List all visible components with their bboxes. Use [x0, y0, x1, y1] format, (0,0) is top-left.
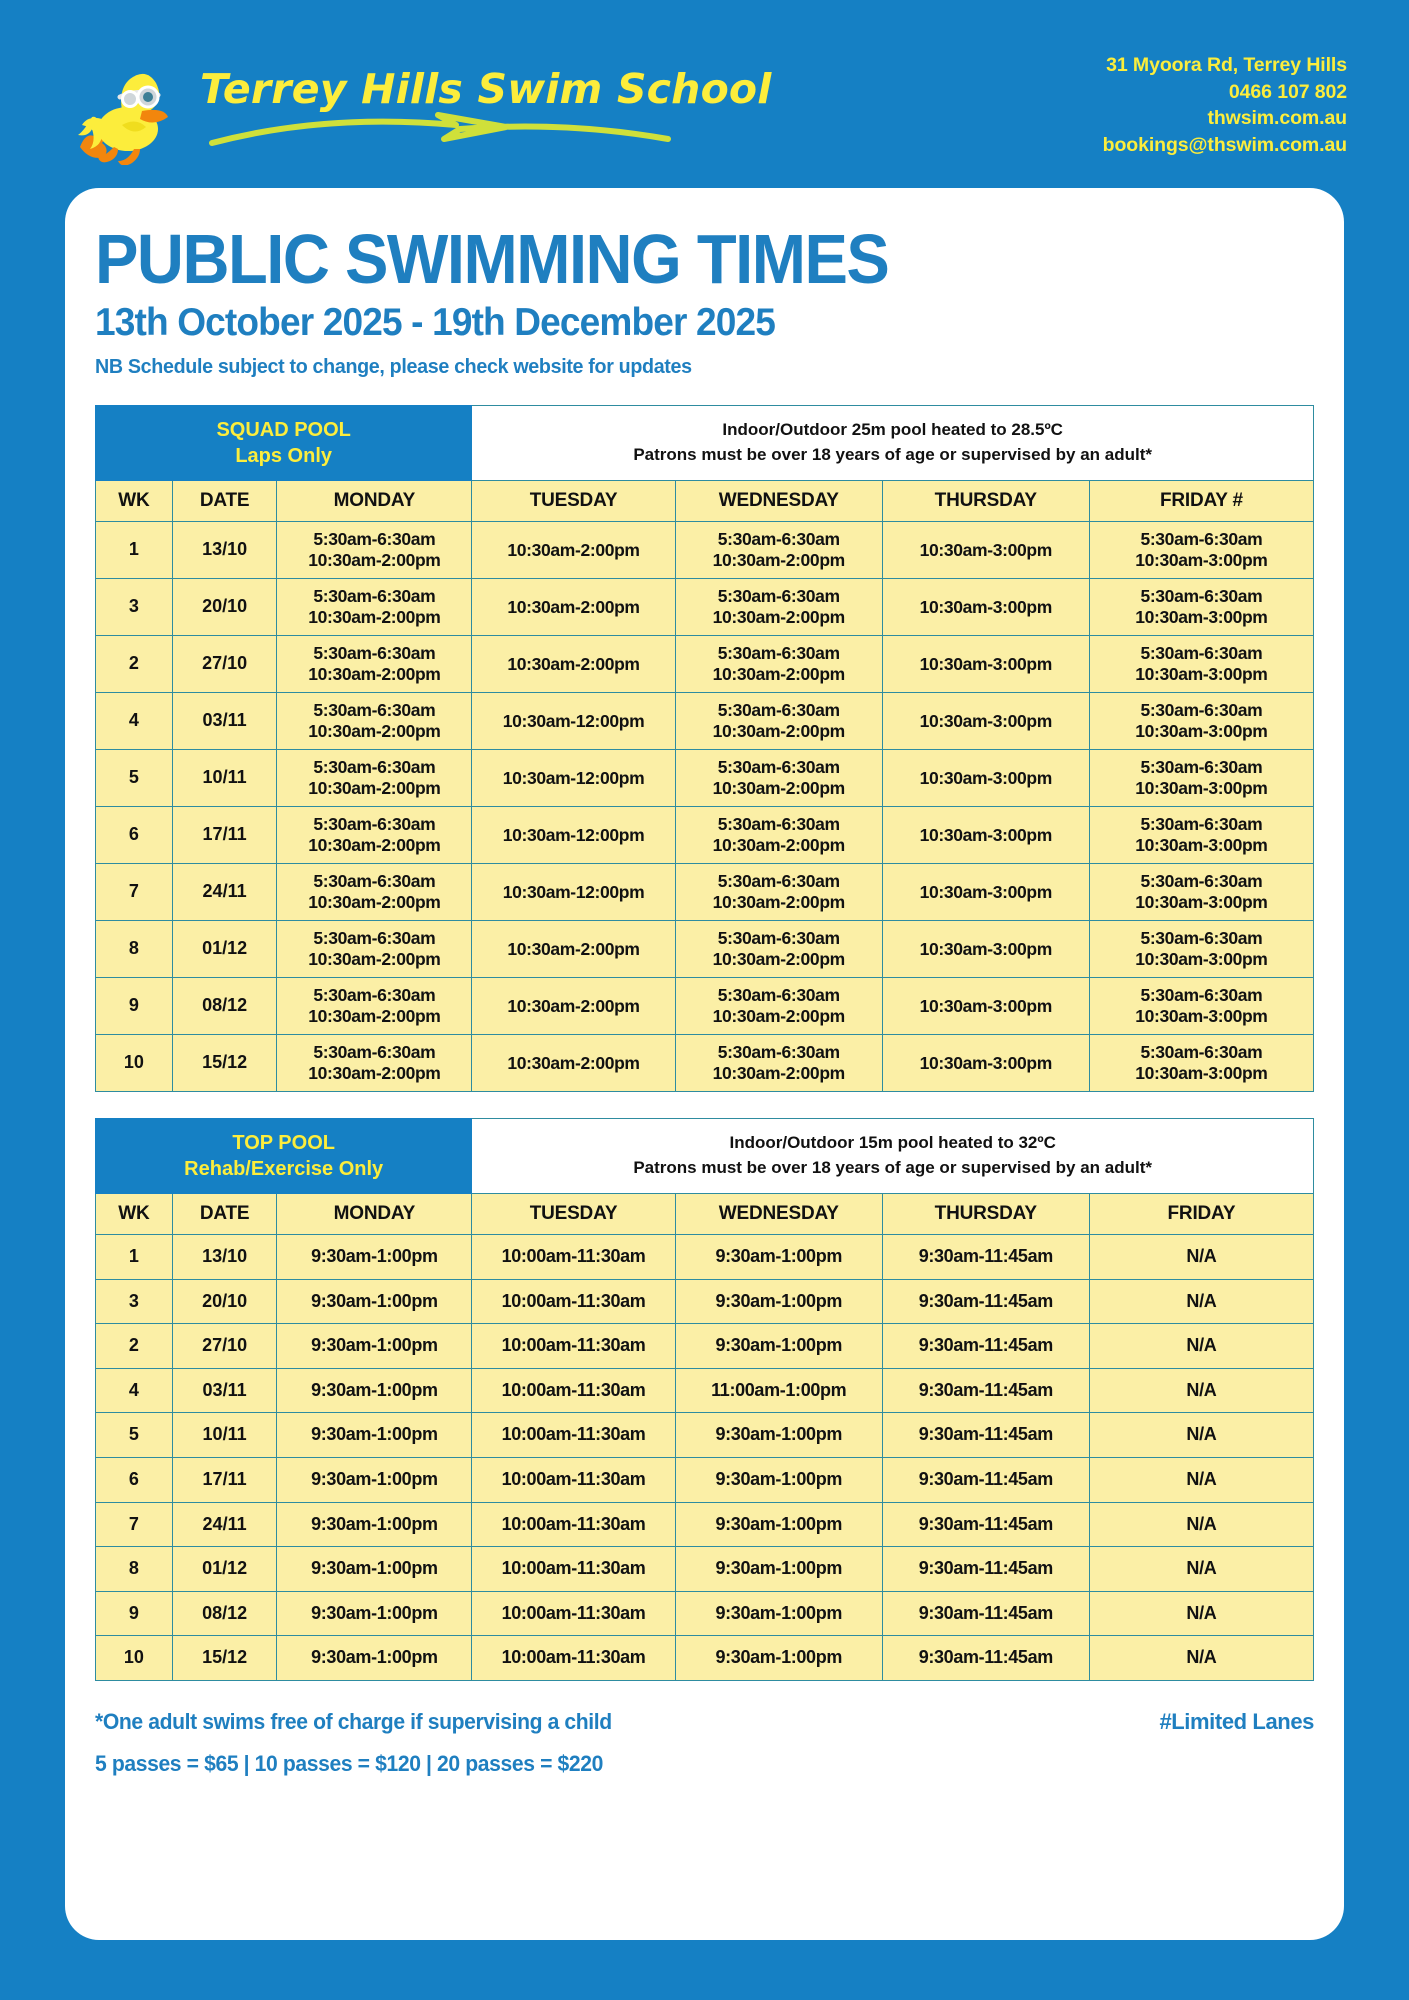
cell-wednesday: 9:30am-1:00pm [675, 1636, 882, 1681]
table-row [96, 1502, 1314, 1547]
cell-date: 03/11 [172, 1368, 277, 1413]
cell-thursday: 10:30am-3:00pm [882, 1035, 1089, 1092]
cell-date: 01/12 [172, 1547, 277, 1592]
cell-date: 27/10 [172, 1324, 277, 1369]
cell-tuesday: 10:30am-2:00pm [472, 1035, 675, 1092]
cell-thursday: 10:30am-3:00pm [882, 807, 1089, 864]
cell-date: 01/12 [172, 921, 277, 978]
footer [65, 1681, 1344, 1777]
cell-monday: 9:30am-1:00pm [277, 1591, 472, 1636]
cell-tuesday: 10:00am-11:30am [472, 1368, 675, 1413]
cell-monday: 9:30am-1:00pm [277, 1279, 472, 1324]
column-header-monday: MONDAY [277, 1194, 472, 1235]
column-header-wednesday: WEDNESDAY [675, 481, 882, 522]
cell-thursday: 9:30am-11:45am [882, 1591, 1089, 1636]
cell-date: 27/10 [172, 636, 277, 693]
cell-thursday: 10:30am-3:00pm [882, 579, 1089, 636]
cell-date: 10/11 [172, 750, 277, 807]
table-row [96, 1413, 1314, 1458]
cell-tuesday: 10:30am-12:00pm [472, 864, 675, 921]
cell-friday: 5:30am-6:30am 10:30am-3:00pm [1089, 978, 1313, 1035]
table-row [96, 864, 1314, 921]
duck-swimmer-logo-icon [62, 55, 182, 165]
cell-monday: 5:30am-6:30am 10:30am-2:00pm [277, 978, 472, 1035]
cell-friday: 5:30am-6:30am 10:30am-3:00pm [1089, 807, 1313, 864]
column-header-friday: FRIDAY # [1089, 481, 1313, 522]
top-pool-info [472, 1119, 1314, 1194]
cell-friday: N/A [1089, 1368, 1313, 1413]
table-row [96, 921, 1314, 978]
cell-monday: 5:30am-6:30am 10:30am-2:00pm [277, 750, 472, 807]
cell-monday: 9:30am-1:00pm [277, 1457, 472, 1502]
contact-email[interactable]: bookings@thswim.com.au [1102, 133, 1347, 156]
table-row [96, 579, 1314, 636]
cell-week: 9 [96, 978, 173, 1035]
cell-date: 13/10 [172, 522, 277, 579]
cell-thursday: 10:30am-3:00pm [882, 636, 1089, 693]
cell-thursday: 10:30am-3:00pm [882, 978, 1089, 1035]
footer-limited-lanes: #Limited Lanes [1159, 1708, 1314, 1734]
table-row [96, 1035, 1314, 1092]
cell-thursday: 10:30am-3:00pm [882, 750, 1089, 807]
cell-wednesday: 5:30am-6:30am 10:30am-2:00pm [675, 921, 882, 978]
contact-block [1103, 52, 1347, 158]
squad-pool-info [472, 406, 1314, 481]
squad-pool-banner [96, 406, 472, 481]
cell-thursday: 10:30am-3:00pm [882, 864, 1089, 921]
cell-thursday: 9:30am-11:45am [882, 1279, 1089, 1324]
cell-week: 4 [96, 693, 173, 750]
cell-friday: N/A [1089, 1235, 1313, 1280]
top-pool-info-line1: Indoor/Outdoor 15m pool heated to 32ºC [729, 1133, 1056, 1153]
column-header-friday: FRIDAY [1089, 1194, 1313, 1235]
table-row [96, 1547, 1314, 1592]
cell-wednesday: 5:30am-6:30am 10:30am-2:00pm [675, 978, 882, 1035]
cell-tuesday: 10:00am-11:30am [472, 1235, 675, 1280]
cell-friday: 5:30am-6:30am 10:30am-3:00pm [1089, 579, 1313, 636]
cell-friday: N/A [1089, 1324, 1313, 1369]
cell-friday: N/A [1089, 1413, 1313, 1458]
cell-date: 17/11 [172, 807, 277, 864]
contact-phone[interactable]: 0466 107 802 [1228, 80, 1347, 103]
cell-friday: 5:30am-6:30am 10:30am-3:00pm [1089, 750, 1313, 807]
cell-date: 10/11 [172, 1413, 277, 1458]
top-pool-body [96, 1235, 1314, 1681]
cell-wednesday: 9:30am-1:00pm [675, 1413, 882, 1458]
table-row [96, 522, 1314, 579]
cell-friday: 5:30am-6:30am 10:30am-3:00pm [1089, 1035, 1313, 1092]
cell-week: 2 [96, 1324, 173, 1369]
cell-week: 9 [96, 1591, 173, 1636]
cell-week: 10 [96, 1035, 173, 1092]
cell-thursday: 9:30am-11:45am [882, 1368, 1089, 1413]
cell-thursday: 9:30am-11:45am [882, 1636, 1089, 1681]
cell-thursday: 9:30am-11:45am [882, 1324, 1089, 1369]
column-header-monday: MONDAY [277, 481, 472, 522]
column-header-thursday: THURSDAY [882, 1194, 1089, 1235]
cell-wednesday: 5:30am-6:30am 10:30am-2:00pm [675, 693, 882, 750]
table-row [96, 807, 1314, 864]
table-row [96, 1235, 1314, 1280]
squad-pool-column-headers [96, 481, 1314, 522]
cell-week: 1 [96, 522, 173, 579]
cell-monday: 5:30am-6:30am 10:30am-2:00pm [277, 921, 472, 978]
top-pool-table [95, 1118, 1314, 1681]
cell-monday: 5:30am-6:30am 10:30am-2:00pm [277, 864, 472, 921]
cell-tuesday: 10:00am-11:30am [472, 1457, 675, 1502]
cell-thursday: 10:30am-3:00pm [882, 921, 1089, 978]
column-header-wednesday: WEDNESDAY [675, 1194, 882, 1235]
cell-week: 3 [96, 579, 173, 636]
brand-lockup [62, 55, 772, 165]
cell-date: 24/11 [172, 1502, 277, 1547]
squad-pool-info-line2: Patrons must be over 18 years of age or supervised by an adult* [633, 445, 1152, 464]
squad-pool-info-line1: Indoor/Outdoor 25m pool heated to 28.5ºC [722, 420, 1063, 440]
column-header-thursday: THURSDAY [882, 481, 1089, 522]
cell-monday: 5:30am-6:30am 10:30am-2:00pm [277, 693, 472, 750]
cell-week: 1 [96, 1235, 173, 1280]
cell-monday: 5:30am-6:30am 10:30am-2:00pm [277, 579, 472, 636]
squad-pool-body [96, 522, 1314, 1092]
cell-wednesday: 5:30am-6:30am 10:30am-2:00pm [675, 807, 882, 864]
cell-week: 7 [96, 1502, 173, 1547]
cell-monday: 5:30am-6:30am 10:30am-2:00pm [277, 807, 472, 864]
cell-friday: N/A [1089, 1279, 1313, 1324]
title-block [65, 220, 1344, 379]
cell-wednesday: 9:30am-1:00pm [675, 1279, 882, 1324]
cell-tuesday: 10:30am-2:00pm [472, 579, 675, 636]
cell-date: 15/12 [172, 1035, 277, 1092]
cell-tuesday: 10:30am-2:00pm [472, 921, 675, 978]
cell-date: 08/12 [172, 1591, 277, 1636]
squad-pool-banner-row [96, 406, 1314, 481]
cell-thursday: 9:30am-11:45am [882, 1457, 1089, 1502]
cell-date: 08/12 [172, 978, 277, 1035]
cell-wednesday: 9:30am-1:00pm [675, 1502, 882, 1547]
footer-pricing: 5 passes = $65 | 10 passes = $120 | 20 passes = $220 [95, 1750, 603, 1776]
cell-week: 6 [96, 807, 173, 864]
cell-wednesday: 11:00am-1:00pm [675, 1368, 882, 1413]
cell-monday: 9:30am-1:00pm [277, 1413, 472, 1458]
cell-week: 10 [96, 1636, 173, 1681]
cell-tuesday: 10:00am-11:30am [472, 1502, 675, 1547]
cell-thursday: 10:30am-3:00pm [882, 693, 1089, 750]
cell-monday: 9:30am-1:00pm [277, 1368, 472, 1413]
cell-friday: N/A [1089, 1547, 1313, 1592]
top-pool-banner-row [96, 1119, 1314, 1194]
cell-monday: 5:30am-6:30am 10:30am-2:00pm [277, 1035, 472, 1092]
brand-name: Terrey Hills Swim School [200, 65, 772, 113]
cell-date: 20/10 [172, 1279, 277, 1324]
cell-tuesday: 10:00am-11:30am [472, 1279, 675, 1324]
page-title: PUBLIC SWIMMING TIMES [95, 220, 889, 298]
column-header-date: DATE [172, 481, 277, 522]
schedule-card [65, 188, 1344, 1940]
cell-date: 13/10 [172, 1235, 277, 1280]
cell-friday: N/A [1089, 1591, 1313, 1636]
cell-wednesday: 5:30am-6:30am 10:30am-2:00pm [675, 636, 882, 693]
cell-week: 8 [96, 1547, 173, 1592]
cell-friday: N/A [1089, 1636, 1313, 1681]
table-row [96, 1591, 1314, 1636]
cell-week: 5 [96, 1413, 173, 1458]
cell-date: 24/11 [172, 864, 277, 921]
cell-tuesday: 10:30am-2:00pm [472, 636, 675, 693]
cell-wednesday: 5:30am-6:30am 10:30am-2:00pm [675, 750, 882, 807]
table-row [96, 693, 1314, 750]
cell-tuesday: 10:30am-12:00pm [472, 807, 675, 864]
top-pool-section [65, 1118, 1344, 1681]
cell-date: 17/11 [172, 1457, 277, 1502]
cell-week: 3 [96, 1279, 173, 1324]
cell-week: 8 [96, 921, 173, 978]
contact-address: 31 Myoora Rd, Terrey Hills [1106, 54, 1347, 76]
column-header-wk: WK [96, 481, 173, 522]
cell-wednesday: 5:30am-6:30am 10:30am-2:00pm [675, 864, 882, 921]
table-row [96, 1457, 1314, 1502]
cell-thursday: 9:30am-11:45am [882, 1413, 1089, 1458]
cell-wednesday: 5:30am-6:30am 10:30am-2:00pm [675, 522, 882, 579]
cell-friday: 5:30am-6:30am 10:30am-3:00pm [1089, 636, 1313, 693]
cell-wednesday: 9:30am-1:00pm [675, 1457, 882, 1502]
top-pool-column-headers [96, 1194, 1314, 1235]
cell-monday: 9:30am-1:00pm [277, 1636, 472, 1681]
cell-monday: 9:30am-1:00pm [277, 1235, 472, 1280]
cell-monday: 9:30am-1:00pm [277, 1502, 472, 1547]
top-pool-info-line2: Patrons must be over 18 years of age or supervised by an adult* [633, 1158, 1152, 1177]
cell-friday: 5:30am-6:30am 10:30am-3:00pm [1089, 693, 1313, 750]
column-header-tuesday: TUESDAY [472, 1194, 675, 1235]
swoosh-icon [206, 109, 772, 154]
top-pool-banner-subtitle: Rehab/Exercise Only [184, 1158, 384, 1180]
cell-tuesday: 10:00am-11:30am [472, 1324, 675, 1369]
cell-monday: 5:30am-6:30am 10:30am-2:00pm [277, 636, 472, 693]
squad-pool-section [65, 405, 1344, 1092]
cell-wednesday: 5:30am-6:30am 10:30am-2:00pm [675, 579, 882, 636]
cell-thursday: 9:30am-11:45am [882, 1547, 1089, 1592]
date-range: 13th October 2025 - 19th December 2025 [95, 301, 776, 344]
top-pool-banner-title: TOP POOL [232, 1132, 335, 1154]
table-row [96, 1279, 1314, 1324]
cell-wednesday: 9:30am-1:00pm [675, 1591, 882, 1636]
table-row [96, 1324, 1314, 1369]
cell-wednesday: 9:30am-1:00pm [675, 1324, 882, 1369]
squad-pool-banner-subtitle: Laps Only [235, 445, 333, 467]
cell-week: 6 [96, 1457, 173, 1502]
cell-thursday: 9:30am-11:45am [882, 1502, 1089, 1547]
top-pool-banner [96, 1119, 472, 1194]
cell-friday: 5:30am-6:30am 10:30am-3:00pm [1089, 522, 1313, 579]
cell-friday: N/A [1089, 1502, 1313, 1547]
cell-date: 03/11 [172, 693, 277, 750]
cell-thursday: 10:30am-3:00pm [882, 522, 1089, 579]
table-row [96, 978, 1314, 1035]
cell-monday: 5:30am-6:30am 10:30am-2:00pm [277, 522, 472, 579]
column-header-tuesday: TUESDAY [472, 481, 675, 522]
footer-adult-note: *One adult swims free of charge if supervising a child [95, 1708, 612, 1734]
cell-tuesday: 10:00am-11:30am [472, 1547, 675, 1592]
column-header-date: DATE [172, 1194, 277, 1235]
cell-monday: 9:30am-1:00pm [277, 1324, 472, 1369]
squad-pool-table [95, 405, 1314, 1092]
cell-tuesday: 10:30am-2:00pm [472, 522, 675, 579]
cell-tuesday: 10:00am-11:30am [472, 1413, 675, 1458]
cell-week: 2 [96, 636, 173, 693]
table-row [96, 1636, 1314, 1681]
cell-wednesday: 9:30am-1:00pm [675, 1547, 882, 1592]
cell-monday: 9:30am-1:00pm [277, 1547, 472, 1592]
cell-date: 15/12 [172, 1636, 277, 1681]
table-row [96, 636, 1314, 693]
schedule-note: NB Schedule subject to change, please check website for updates [95, 355, 692, 378]
cell-wednesday: 9:30am-1:00pm [675, 1235, 882, 1280]
cell-friday: N/A [1089, 1457, 1313, 1502]
cell-tuesday: 10:00am-11:30am [472, 1636, 675, 1681]
table-row [96, 1368, 1314, 1413]
cell-week: 5 [96, 750, 173, 807]
squad-pool-banner-title: SQUAD POOL [216, 419, 351, 441]
column-header-wk: WK [96, 1194, 173, 1235]
contact-website[interactable]: thwsim.com.au [1207, 107, 1347, 130]
cell-tuesday: 10:30am-12:00pm [472, 693, 675, 750]
cell-friday: 5:30am-6:30am 10:30am-3:00pm [1089, 921, 1313, 978]
cell-wednesday: 5:30am-6:30am 10:30am-2:00pm [675, 1035, 882, 1092]
cell-tuesday: 10:00am-11:30am [472, 1591, 675, 1636]
cell-tuesday: 10:30am-12:00pm [472, 750, 675, 807]
cell-friday: 5:30am-6:30am 10:30am-3:00pm [1089, 864, 1313, 921]
cell-thursday: 9:30am-11:45am [882, 1235, 1089, 1280]
cell-week: 4 [96, 1368, 173, 1413]
cell-tuesday: 10:30am-2:00pm [472, 978, 675, 1035]
table-row [96, 750, 1314, 807]
cell-week: 7 [96, 864, 173, 921]
cell-date: 20/10 [172, 579, 277, 636]
